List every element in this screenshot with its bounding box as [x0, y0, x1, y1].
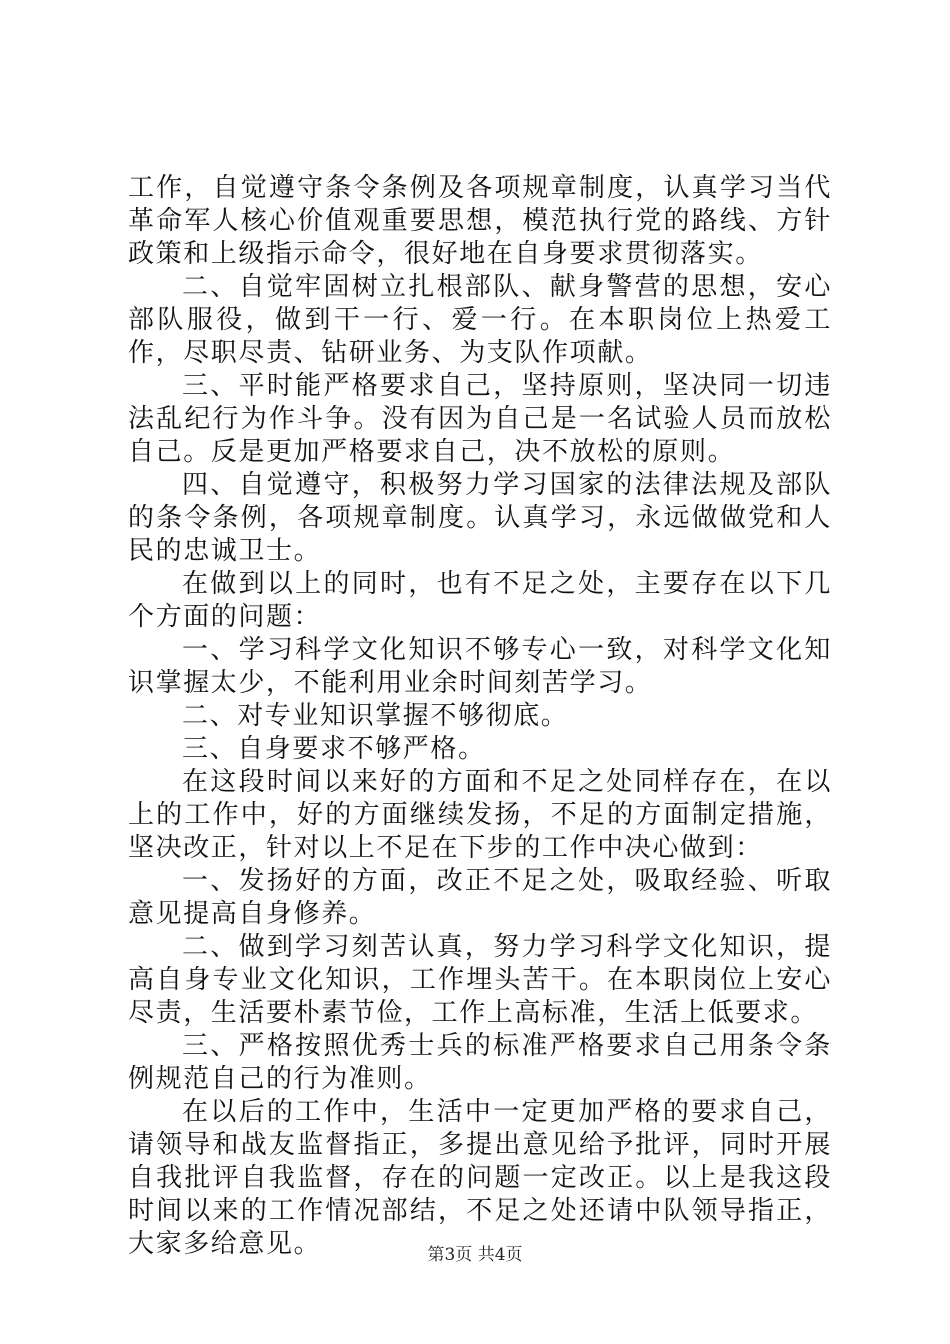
paragraph-conclusion: 在以后的工作中，生活中一定更加严格的要求自己，请领导和战友监督指正，多提出意见给予批评，同时开展自我批评自我监督，存在的问题一定改正。以上是我这段时间以来的工作情况部结，不足之处还请中队领导指正，大家多给意见。 — [128, 1097, 832, 1259]
paragraph-improvement-intro: 在这段时间以来好的方面和不足之处同样存在，在以上的工作中，好的方面继续发扬，不足的方面制定措施，坚决改正，针对以上不足在下步的工作中决心做到： — [128, 767, 832, 863]
page-number-footer: 第3页 共4页 — [427, 1245, 523, 1265]
paragraph-measure-two: 二、做到学习刻苦认真，努力学习科学文化知识，提高自身专业文化知识，工作埋头苦干。在本职岗位上安心尽责，生活要朴素节俭，工作上高标准，生活上低要求。 — [128, 932, 832, 1028]
paragraph-measure-three: 三、严格按照优秀士兵的标准严格要求自己用条令条例规范自己的行为准则。 — [128, 1031, 832, 1094]
paragraph-shortcomings-intro: 在做到以上的同时，也有不足之处，主要存在以下几个方面的问题： — [128, 569, 832, 632]
document-body — [128, 172, 832, 1261]
paragraph-shortcoming-two: 二、对专业知识掌握不够彻底。 — [182, 701, 569, 731]
paragraph-point-four: 四、自觉遵守，积极努力学习国家的法律法规及部队的条令条例，各项规章制度。认真学习，永远做做党和人民的忠诚卫士。 — [128, 470, 832, 566]
paragraph-continuation: 工作，自觉遵守条令条例及各项规章制度，认真学习当代革命军人核心价值观重要思想，模范执行党的路线、方针政策和上级指示命令，很好地在自身要求贯彻落实。 — [128, 173, 832, 269]
paragraph-measure-one: 一、发扬好的方面，改正不足之处，吸取经验、听取意见提高自身修养。 — [128, 866, 832, 929]
paragraph-shortcoming-one: 一、学习科学文化知识不够专心一致，对科学文化知识掌握太少，不能利用业余时间刻苦学习。 — [128, 635, 832, 698]
paragraph-shortcoming-three: 三、自身要求不够严格。 — [182, 734, 486, 764]
paragraph-point-three: 三、平时能严格要求自己，坚持原则，坚决同一切违法乱纪行为作斗争。没有因为自己是一名试验人员而放松自己。反是更加严格要求自己，决不放松的原则。 — [128, 371, 832, 467]
paragraph-point-two: 二、自觉牢固树立扎根部队、献身警营的思想，安心部队服役，做到干一行、爱一行。在本职岗位上热爱工作，尽职尽责、钻研业务、为支队作项献。 — [128, 272, 832, 368]
